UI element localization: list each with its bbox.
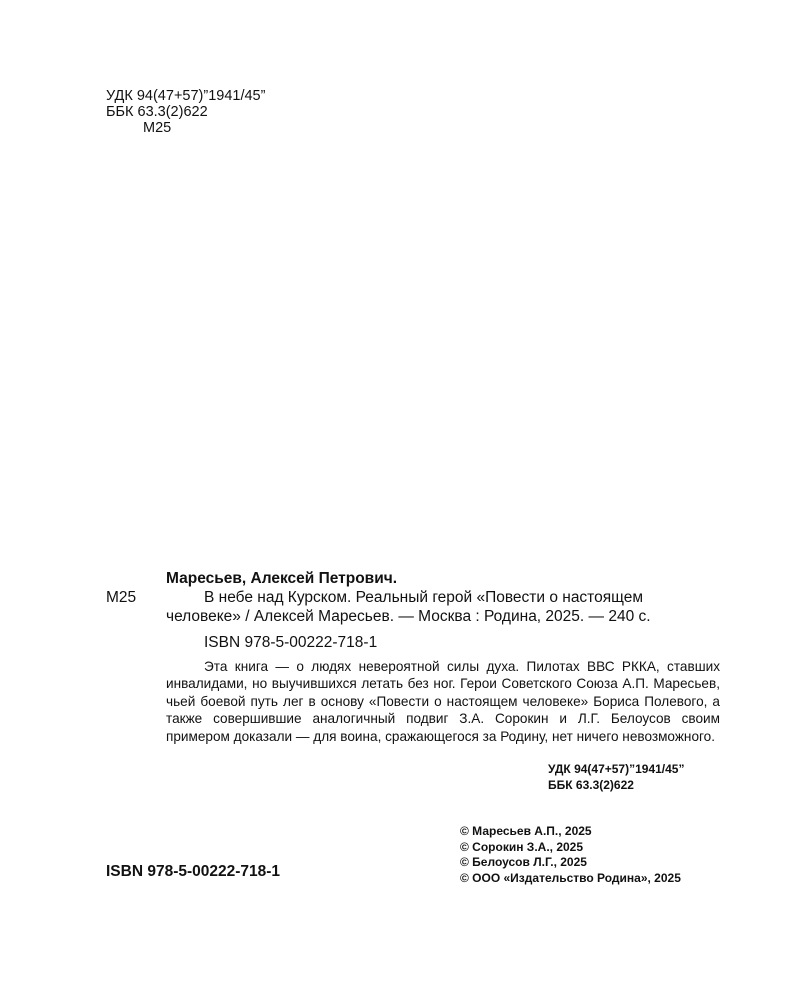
catalog-codes: [548, 761, 684, 793]
copyright-line: © Белоусов Л.Г., 2025: [460, 855, 587, 869]
copyright-block: [460, 824, 681, 886]
catalog-author: Маресьев, Алексей Петрович.: [166, 570, 398, 587]
bbk-code: ББК 63.3(2)622: [106, 104, 208, 120]
annotation-text: Эта книга — о людях невероятной силы духа. Пилотах ВВС РККА, ставших инвалидами, но выучившихся летать без ног. Герои Советского Союза А.П. Маресьев, чьей боевой путь лег в основу «Повести о настоящем человеке» Бориса Полевого, а также совершившие аналогичный подвиг З.А. Сорокин и Л.Г. Белоусов своим примером доказали — для воина, сражающегося за Родину, нет ничего невозможного.: [166, 659, 720, 744]
catalog-isbn: ISBN 978-5-00222-718-1: [204, 634, 378, 651]
copyright-line: © Сорокин З.А., 2025: [460, 839, 584, 854]
copyright-line: © Маресьев А.П., 2025: [460, 824, 592, 838]
catalog-udk: УДК 94(47+57)”1941/45”: [548, 762, 685, 776]
udk-code: УДК 94(47+57)”1941/45”: [106, 88, 266, 104]
catalog-author-sign: М25: [106, 589, 137, 606]
catalog-title-line2: человеке» / Алексей Маресьев. — Москва : Родина, 2025. — 240 с.: [166, 608, 651, 625]
isbn-bottom: ISBN 978-5-00222-718-1: [106, 863, 281, 880]
catalog-bbk: ББК 63.3(2)622: [548, 778, 634, 792]
catalog-title-line1: В небе над Курском. Реальный герой «Повести о настоящем: [204, 589, 643, 606]
copyright-line: © ООО «Издательство Родина», 2025: [460, 870, 681, 885]
classification-codes: [106, 88, 265, 136]
author-sign: М25: [143, 120, 172, 136]
annotation: [166, 658, 720, 745]
